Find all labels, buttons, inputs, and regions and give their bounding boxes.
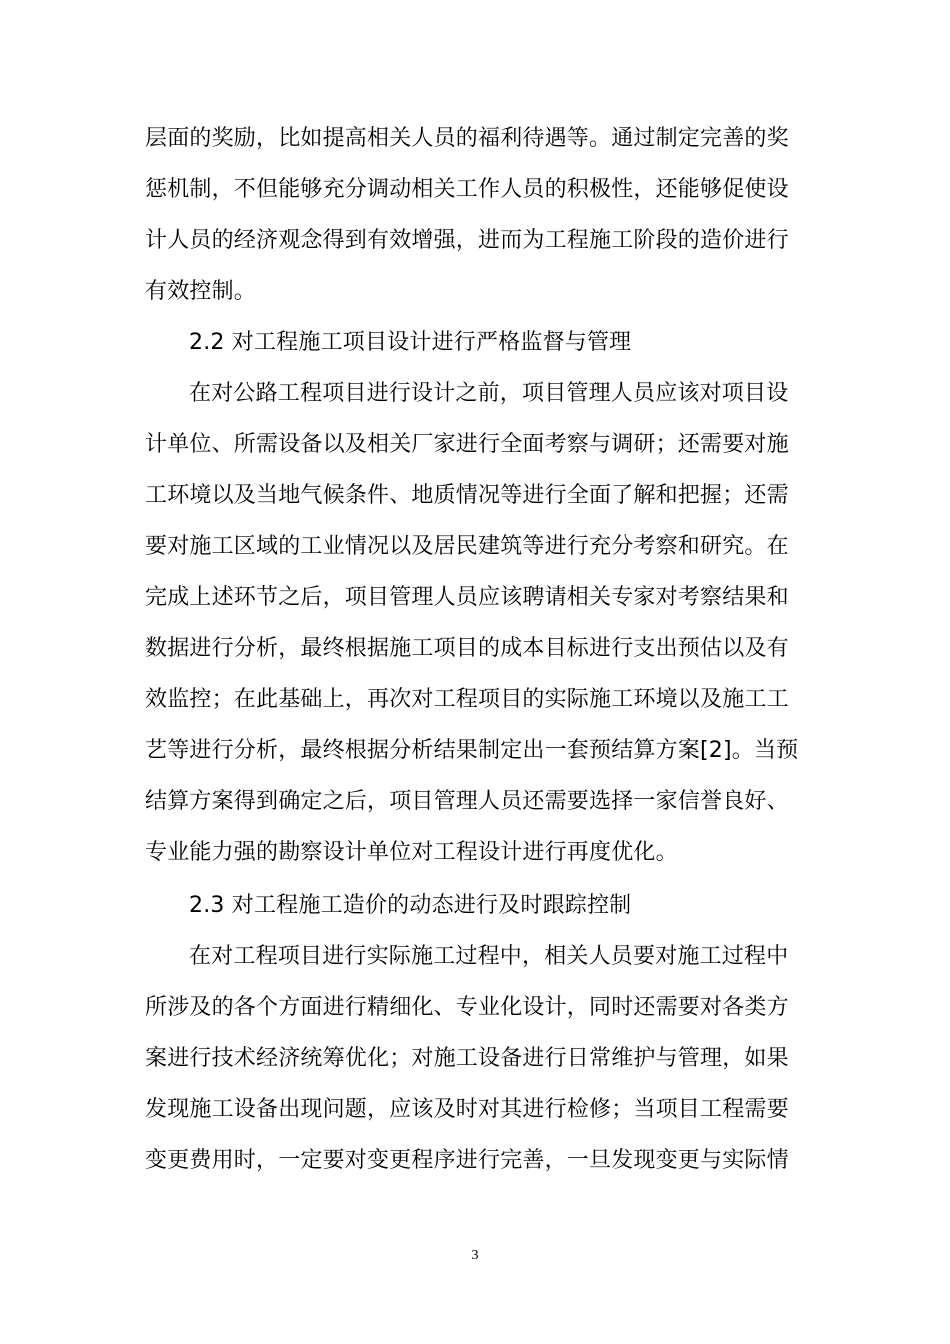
- body-text-line: 发现施工设备出现问题，应该及时对其进行检修；当项目工程需要: [145, 1097, 789, 1122]
- body-text-line: 所涉及的各个方面进行精细化、专业化设计，同时还需要对各类方: [145, 995, 789, 1020]
- body-text-line: 完成上述环节之后，项目管理人员应该聘请相关专家对考察结果和: [145, 585, 789, 610]
- section-heading-2-2: 2.2 对工程施工项目设计进行严格监督与管理: [189, 330, 632, 355]
- body-text-line: 数据进行分析，最终根据施工项目的成本目标进行支出预估以及有: [145, 636, 789, 661]
- body-text-line: 层面的奖励，比如提高相关人员的福利待遇等。通过制定完善的奖: [145, 126, 789, 151]
- body-text-line: 工环境以及当地气候条件、地质情况等进行全面了解和把握；还需: [145, 483, 789, 508]
- body-text-line: 在对公路工程项目进行设计之前，项目管理人员应该对项目设: [189, 381, 789, 406]
- body-text-line: 艺等进行分析，最终根据分析结果制定出一套预结算方案[2]。当预: [145, 738, 799, 763]
- body-text-line: 变更费用时，一定要对变更程序进行完善，一旦发现变更与实际情: [145, 1148, 789, 1173]
- body-text-line: 有效控制。: [145, 279, 257, 304]
- body-text-line: 专业能力强的勘察设计单位对工程设计进行再度优化。: [145, 840, 678, 865]
- body-text-line: 惩机制，不但能够充分调动相关工作人员的积极性，还能够促使设: [145, 177, 789, 202]
- body-text-line: 计单位、所需设备以及相关厂家进行全面考察与调研；还需要对施: [145, 432, 789, 457]
- section-heading-2-3: 2.3 对工程施工造价的动态进行及时跟踪控制: [189, 893, 632, 918]
- body-text-line: 案进行技术经济统筹优化；对施工设备进行日常维护与管理，如果: [145, 1046, 789, 1071]
- body-text-line: 在对工程项目进行实际施工过程中，相关人员要对施工过程中: [189, 944, 789, 969]
- body-text-line: 要对施工区域的工业情况以及居民建筑等进行充分考察和研究。在: [145, 534, 789, 559]
- page-number: 3: [471, 1248, 479, 1263]
- body-text-line: 结算方案得到确定之后，项目管理人员还需要选择一家信誉良好、: [145, 789, 789, 814]
- body-text-line: 效监控；在此基础上，再次对工程项目的实际施工环境以及施工工: [145, 687, 789, 712]
- body-text-line: 计人员的经济观念得到有效增强，进而为工程施工阶段的造价进行: [145, 228, 789, 253]
